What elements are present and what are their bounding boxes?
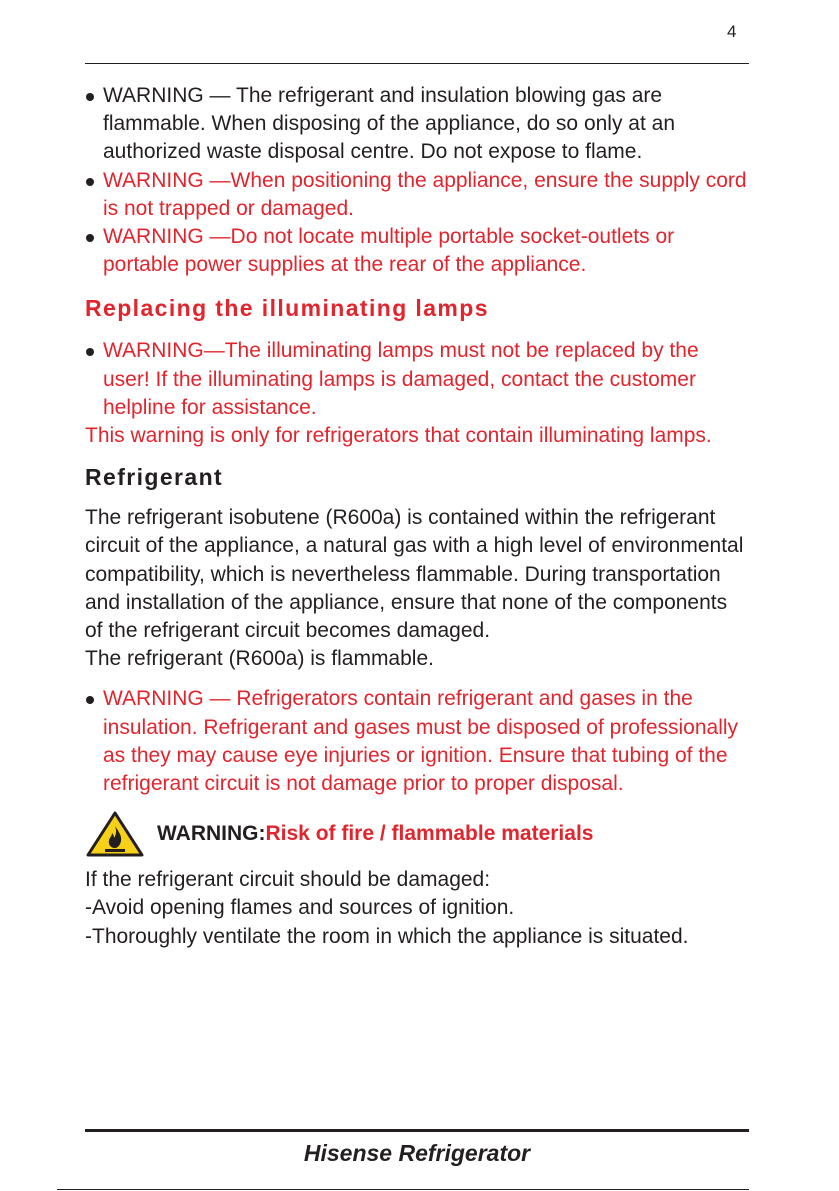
section-heading-lamps: Replacing the illuminating lamps	[85, 295, 489, 322]
header-divider	[85, 63, 749, 64]
lamps-note: This warning is only for refrigerators that contain illuminating lamps.	[85, 424, 712, 448]
warning-supply-cord: WARNING —When positioning the appliance, ensure the supply cord is not trapped or damaged.	[85, 167, 749, 223]
page-number: 4	[727, 22, 737, 41]
warning-socket-outlets: WARNING —Do not locate multiple portable socket-outlets or portable power supplies at the rear of the appliance.	[85, 223, 749, 279]
warning-refrigerant-disposal: WARNING — Refrigerators contain refrigerant and gases in the insulation. Refrigerant and gases must be disposed of professionally as they may cause eye injuries or ignition. Ensure that tubing of the refrigerant circuit is not damage prior to proper disposal.	[85, 685, 749, 798]
refrigerant-body: The refrigerant isobutene (R600a) is contained within the refrigerant circuit of the appliance, a natural gas with a high level of environmental compatibility, which is nevertheless flammable. During transportation and installation of the appliance, ensure that none of the components of the refrigerant circuit becomes damaged.	[85, 506, 744, 643]
refrigerant-flammable-note: The refrigerant (R600a) is flammable.	[85, 647, 434, 671]
damage-step-avoid-flames: -Avoid opening flames and sources of ignition.	[85, 896, 515, 920]
warning-flammable-gas: WARNING — The refrigerant and insulation blowing gas are flammable. When disposing of the appliance, do so only at an authorized waste disposal centre. Do not expose to flame.	[85, 82, 749, 167]
footer-divider	[85, 1129, 749, 1132]
fire-warning-text: Risk of fire / flammable materials	[265, 822, 594, 846]
footer-brand: Hisense Refrigerator	[303, 1140, 531, 1166]
fire-warning-row	[85, 810, 749, 858]
flammable-warning-icon	[85, 810, 145, 858]
warning-lamps: WARNING—The illuminating lamps must not be replaced by the user! If the illuminating lamps is damaged, contact the customer helpline for assistance.	[85, 337, 749, 422]
fire-warning-label: WARNING:	[157, 822, 266, 846]
section-heading-refrigerant: Refrigerant	[85, 464, 224, 491]
page-bottom-rule	[57, 1189, 749, 1190]
damage-intro: If the refrigerant circuit should be damaged:	[85, 868, 491, 892]
damage-step-ventilate: -Thoroughly ventilate the room in which the appliance is situated.	[85, 924, 689, 948]
page-content	[85, 82, 749, 951]
